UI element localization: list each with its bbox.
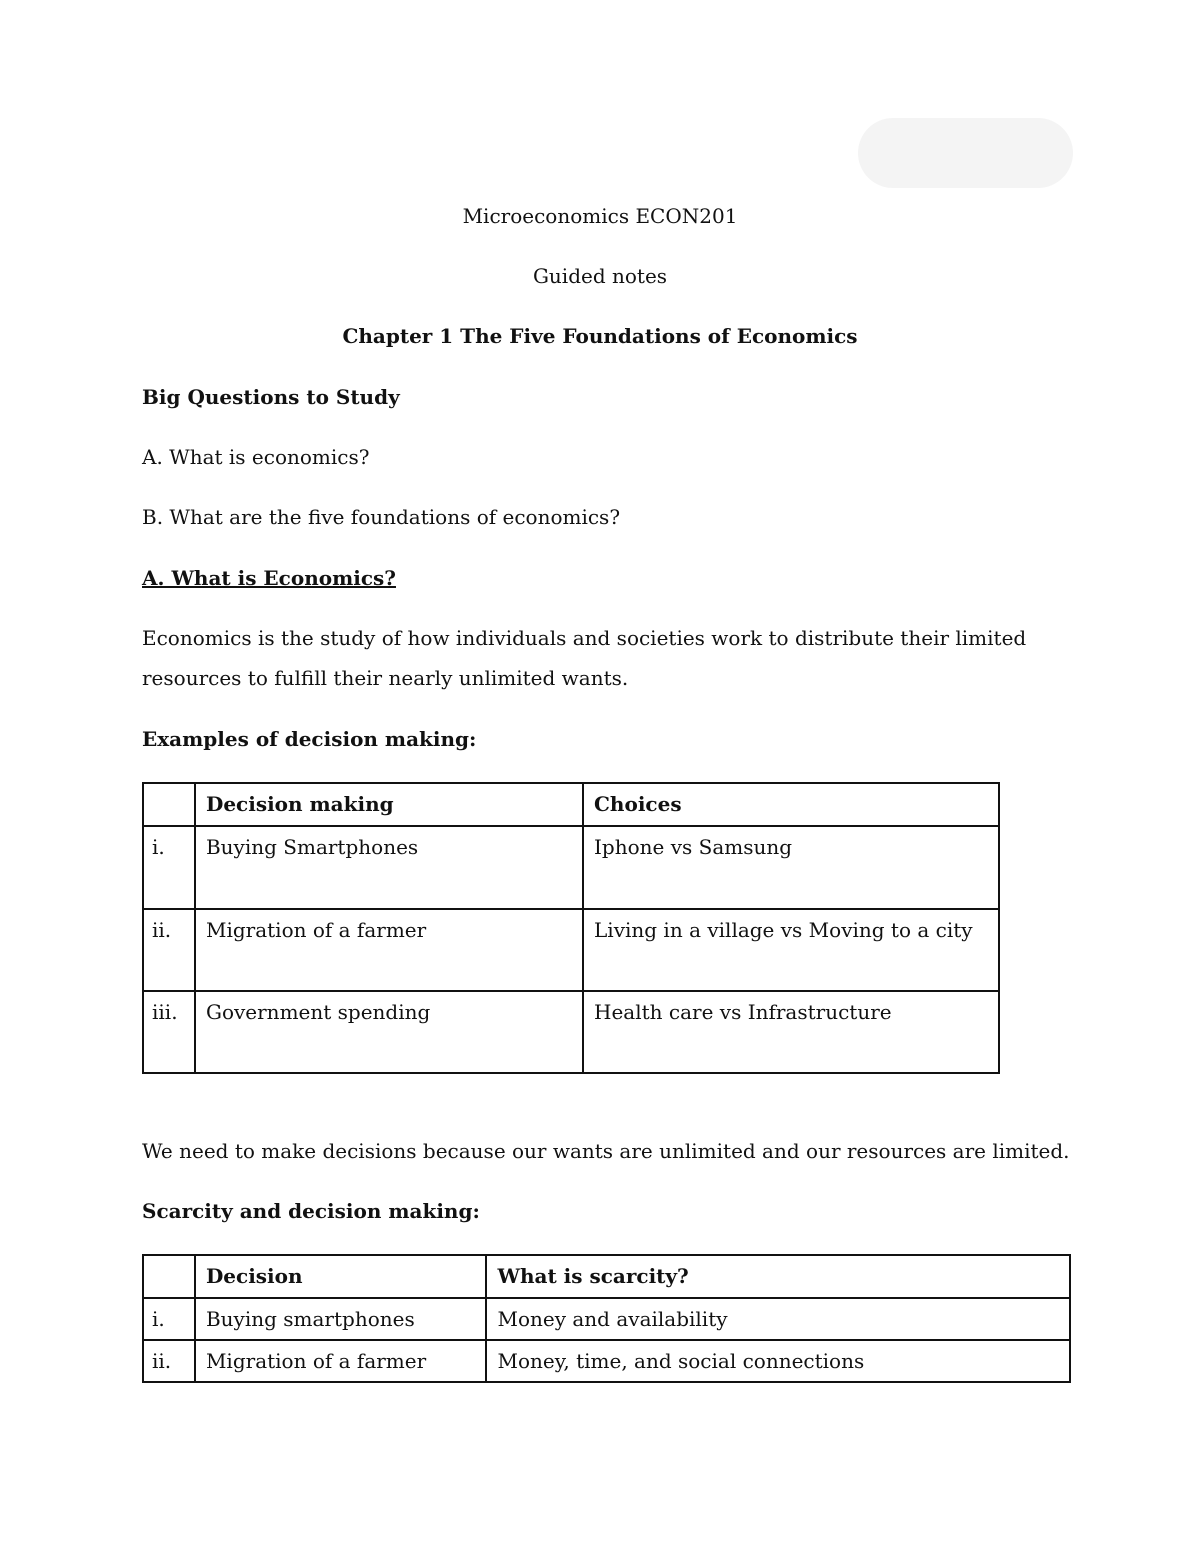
chapter-title: Chapter 1 The Five Foundations of Economics bbox=[342, 324, 858, 348]
table-row bbox=[143, 991, 999, 1073]
scarcity-heading: Scarcity and decision making: bbox=[142, 1199, 480, 1223]
row-number: ii. bbox=[143, 1340, 195, 1382]
row-number: i. bbox=[143, 826, 195, 909]
question-b: B. What are the five foundations of economics? bbox=[142, 505, 621, 529]
table-row bbox=[143, 909, 999, 991]
row-choices: Iphone vs Samsung bbox=[583, 826, 999, 909]
header-cell-choices: Choices bbox=[583, 783, 999, 826]
question-a: A. What is economics? bbox=[142, 445, 370, 469]
examples-heading: Examples of decision making: bbox=[142, 727, 477, 751]
row-decision: Government spending bbox=[195, 991, 583, 1073]
header-cell-scarcity: What is scarcity? bbox=[486, 1255, 1070, 1298]
course-title: Microeconomics ECON201 bbox=[462, 204, 738, 228]
row-scarcity: Money, time, and social connections bbox=[486, 1340, 1070, 1382]
header-cell-number bbox=[143, 783, 195, 826]
document-subtitle: Guided notes bbox=[532, 264, 668, 288]
row-decision: Buying Smartphones bbox=[195, 826, 583, 909]
decision-making-table bbox=[142, 782, 1000, 1074]
header-cell-number bbox=[143, 1255, 195, 1298]
table-header-row bbox=[143, 1255, 1070, 1298]
row-decision: Migration of a farmer bbox=[195, 909, 583, 991]
redacted-area bbox=[858, 118, 1073, 188]
big-questions-heading: Big Questions to Study bbox=[142, 385, 400, 409]
row-decision: Migration of a farmer bbox=[195, 1340, 487, 1382]
row-number: ii. bbox=[143, 909, 195, 991]
table-header-row bbox=[143, 783, 999, 826]
row-decision: Buying smartphones bbox=[195, 1298, 487, 1340]
row-scarcity: Money and availability bbox=[486, 1298, 1070, 1340]
section-a-heading: A. What is Economics? bbox=[142, 566, 396, 590]
header-cell-decision: Decision making bbox=[195, 783, 583, 826]
decision-statement: We need to make decisions because our wants are unlimited and our resources are limited. bbox=[142, 1139, 1070, 1163]
row-choices: Living in a village vs Moving to a city bbox=[583, 909, 999, 991]
row-number: i. bbox=[143, 1298, 195, 1340]
scarcity-table bbox=[142, 1254, 1071, 1383]
table-row bbox=[143, 1340, 1070, 1382]
table-row bbox=[143, 826, 999, 909]
header-cell-decision: Decision bbox=[195, 1255, 487, 1298]
row-number: iii. bbox=[143, 991, 195, 1073]
row-choices: Health care vs Infrastructure bbox=[583, 991, 999, 1073]
table-row bbox=[143, 1298, 1070, 1340]
economics-definition: Economics is the study of how individuals and societies work to distribute their limited resources to fulfill their nearly unlimited wants. bbox=[142, 626, 1027, 690]
